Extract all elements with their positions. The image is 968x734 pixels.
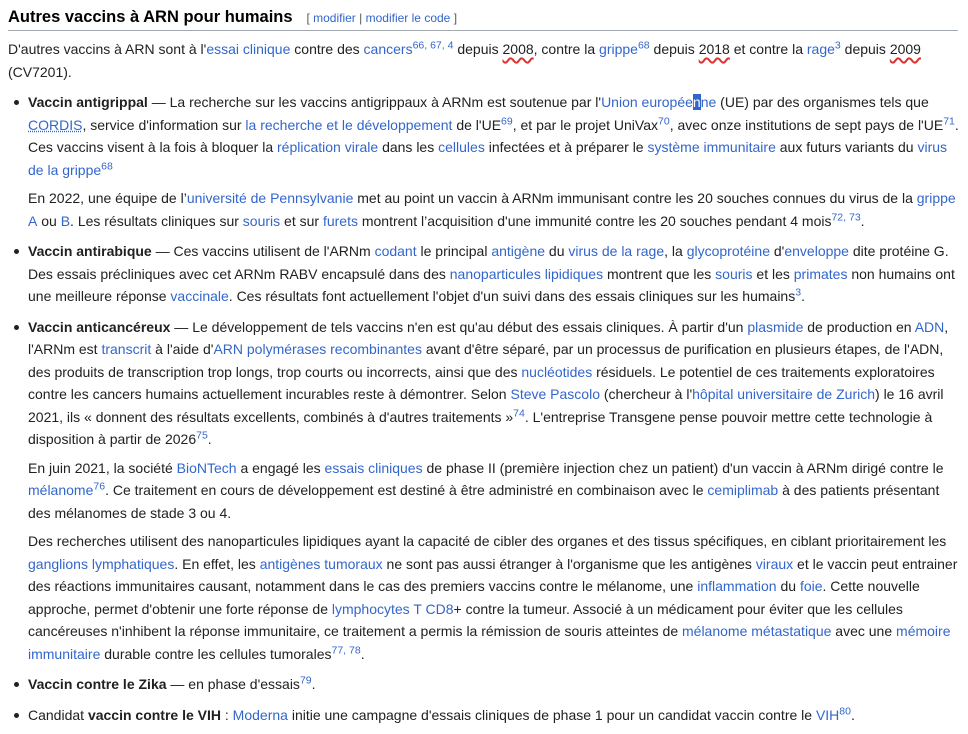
edit-bracket-open: [ [306,11,310,25]
item-title: Vaccin antigrippal [28,94,148,110]
link-rage[interactable]: rage [806,41,835,57]
edit-separator: | [359,11,363,25]
year-2009: 2009 [889,41,921,57]
link-virus-grippe[interactable]: virus de la grippe [28,139,948,178]
anticancer-paragraph-2: En juin 2021, la société BioNTech a engagé les essais cliniques de phase II (première injection chez un patient) d'un vaccin à ARNm dirigé contre le mélanome$^{76}$. Ce traitement en cours de développement est destiné à être administré en combinaison avec le cemiplimab à des patients présentant des mélanomes de stade 3 ou 4. [28,459,944,521]
edit-link[interactable]: modifier [313,11,356,25]
section-heading [8,4,958,31]
link-antigenes-tumoraux[interactable]: antigènes tumoraux [259,555,383,572]
ref-3[interactable]: 3 [795,286,802,299]
ref-71[interactable]: 71 [943,114,955,127]
link-vih[interactable]: VIH [815,706,840,723]
list-item-vih: Candidat vaccin contre le VIH : Moderna initie une campagne d'essais cliniques de phase 1 pour un candidat vaccin contre le VIH$^{80}$. [28,704,960,727]
link-ganglions-lymphatiques[interactable]: ganglions lymphatiques [28,555,175,572]
edit-bracket-close: ] [453,11,458,25]
ref-79[interactable]: 79 [299,674,312,687]
link-viraux[interactable]: viraux [755,555,794,572]
year-2008: 2008 [502,41,534,57]
link-virus-rage[interactable]: virus de la rage [568,243,665,259]
ref-68[interactable]: 68 [101,159,113,172]
link-primates[interactable]: primates [793,265,848,282]
link-steve-pascolo[interactable]: Steve Pascolo [510,386,600,402]
list-item-antigrippal: Vaccin antigrippal — La recherche sur les vaccins antigrippaux à ARNm est soutenue par l'Union européenne (UE) par des organismes tels que CORDIS, service d'information sur la recherche et le développement de l'UE$^{69}$, et par le projet UniVax$^{70}$, avec onze institutions de sept pays de l'UE$^{71}$. Ces vaccins visent à la fois à bloquer la réplication virale dans les cellules infectées et à préparer le système immunitaire aux futurs variants du virus de la grippe$^{68}$ En 2022, une équipe de l’université de Pennsylvanie met au point un vaccin à ARNm immunisant contre les 20 souches connues du virus de la grippe A ou B. Les résultats cliniques sur souris et sur furets montrent l’acquisition d'une immunité contre les 20 souches pendant 4 mois$^{72, 73}$. [28,91,960,232]
link-melanome-metastatique[interactable]: mélanome métastatique [682,623,832,639]
link-essais-cliniques[interactable]: essais cliniques [324,459,423,476]
link-memoire-immunitaire[interactable]: mémoire immunitaire [28,623,951,662]
link-hopital-zurich[interactable]: hôpital universitaire de Zurich [692,386,876,402]
intro-paragraph: D'autres vaccins à ARN sont à l'essai clinique contre des cancers$^{66, 67, 4}$ depuis 2008, contre la grippe$^{68}$ depuis 2018 et contre la rage$^3$ depuis 2009 (CV7201). [8,39,921,80]
ref-77-78[interactable]: 77, 78 [331,643,361,656]
link-arn-polymerases[interactable]: ARN polymérases recombinantes [213,341,422,357]
link-antigene[interactable]: antigène [491,243,546,259]
link-furets[interactable]: furets [322,212,358,229]
link-transcrit[interactable]: transcrit [101,341,152,357]
anticancer-paragraph-3: Des recherches utilisent des nanoparticules lipidiques ayant la capacité de cibler des organes et des tissus spécifiques, en ciblant prioritairement les ganglions lymphatiques. En effet, les antigènes tumoraux ne sont pas aussi étranger à l'organisme que les antigènes viraux et le vaccin peut entrainer des réactions immunitaires causant, notamment dans le cas des premiers vaccins contre le mélanome, une inflammation du foie. Cette nouvelle approche, permet d'obtenir une forte réponse de lymphocytes T CD8+ contre la tumeur. Associé à un médicament pour éviter que les cellules cancéreuses n'inhibent la réponse immunitaire, ce traitement a permis la rémission de souris atteintes de mélanome métastatique avec une mémoire immunitaire durable contre les cellules tumorales$^{77, 78}$. [28,533,958,662]
section-content [8,38,960,734]
ref-74[interactable]: 74 [513,406,525,419]
ref-cancers[interactable]: 66, 67, 4 [412,39,454,52]
link-enveloppe[interactable]: enveloppe [784,243,849,259]
list-item-anticancereux: Vaccin anticancéreux — Le développement de tels vaccins n'en est qu'au début des essais cliniques. À partir d'un plasmide de production en ADN, l'ARNm est transcrit à l'aide d'ARN polymérases recombinantes avant d'être séparé, par un processus de purification en plusieurs étapes, de l'ADN, des produits de transcription trop longs, trop courts ou incorrects, ainsi que des nucléotides résiduels. Le potentiel de ces traitements exploratoires contre les cancers humains actuellement incurables reste à démontrer. Selon Steve Pascolo (chercheur à l'hôpital universitaire de Zurich) le 16 avril 2021, ils « donnent des résultats excellents, combinés à d'autres traitements »$^{74}$. L'entreprise Transgene pense pouvoir mettre cette technologie à disposition à partir de 2026$^{75}$. En juin 2021, la société BioNTech a engagé les essais cliniques de phase II (première injection chez un patient) d'un vaccin à ARNm dirigé contre le mélanome$^{76}$. Ce traitement en cours de développement est destiné à être administré en combinaison avec le cemiplimab à des patients présentant des mélanomes de stade 3 ou 4. Des recherches utilisent des nanoparticules lipidiques ayant la capacité de cibler des organes et des tissus spécifiques, en ciblant prioritairement les ganglions lymphatiques. En effet, les antigènes tumoraux ne sont pas aussi étranger à l'organisme que les antigènes viraux et le vaccin peut entrainer des réactions immunitaires causant, notamment dans le cas des premiers vaccins contre le mélanome, une inflammation du foie. Cette nouvelle approche, permet d'obtenir une forte réponse de lymphocytes T CD8+ contre la tumeur. Associé à un médicament pour éviter que les cellules cancéreuses n'inhibent la réponse immunitaire, ce traitement a permis la rémission de souris atteintes de mélanome métastatique avec une mémoire immunitaire durable contre les cellules tumorales$^{77, 78}$. [28,316,960,666]
section-title: Autres vaccins à ARN pour humains [8,8,293,26]
vaccine-list [8,91,960,726]
link-vaccinale[interactable]: vaccinale [170,288,229,304]
link-nanoparticules-lipidiques[interactable]: nanoparticules lipidiques [449,265,604,282]
link-grippe[interactable]: grippe [599,41,638,57]
link-cemiplimab[interactable]: cemiplimab [707,482,779,498]
link-lymphocytes-t-cd8[interactable]: lymphocytes T CD8 [331,600,454,617]
ref-rage[interactable]: 3 [834,39,841,52]
antigrippal-paragraph-2: En 2022, une équipe de l’université de Pennsylvanie met au point un vaccin à ARNm immunisant contre les 20 souches connues du virus de la grippe A ou B. Les résultats cliniques sur souris et sur furets montrent l’acquisition d'une immunité contre les 20 souches pendant 4 mois$^{72, 73}$. [28,190,956,229]
link-moderna[interactable]: Moderna [232,706,288,723]
link-codant[interactable]: codant [374,243,417,259]
link-grippe-a[interactable]: grippe A [28,190,956,229]
link-inflammation[interactable]: inflammation [697,578,777,594]
ref-76[interactable]: 76 [93,480,106,493]
link-cellules[interactable]: cellules [438,139,485,155]
item-title: Vaccin antirabique [28,243,152,259]
link-adn[interactable]: ADN [914,318,945,335]
link-glycoproteine[interactable]: glycoprotéine [686,243,770,259]
link-plasmide[interactable]: plasmide [747,318,804,335]
ref-grippe[interactable]: 68 [637,39,650,52]
link-replication-virale[interactable]: réplication virale [277,139,379,155]
ref-80[interactable]: 80 [839,704,851,717]
edit-links [306,11,457,25]
link-melanome[interactable]: mélanome [28,482,94,498]
link-souris[interactable]: souris [715,265,753,282]
link-biontech[interactable]: BioNTech [176,459,237,476]
item-title: Vaccin anticancéreux [28,318,171,335]
ref-69[interactable]: 69 [501,114,513,127]
link-souris[interactable]: souris [242,212,281,229]
link-grippe-b[interactable]: B [60,212,71,229]
ref-70[interactable]: 70 [658,114,670,127]
item-title: vaccin contre le VIH [87,706,221,723]
link-universite-pennsylvanie[interactable]: université de Pennsylvanie [186,190,354,206]
ref-75[interactable]: 75 [196,429,208,442]
ref-72-73[interactable]: 72, 73 [831,210,861,223]
link-nucleotides[interactable]: nucléotides [521,363,593,380]
edit-source-link[interactable]: modifier le code [365,11,451,25]
link-union-europeenne[interactable]: Union européenne [601,94,717,110]
item-title: Vaccin contre le Zika [28,676,167,692]
link-systeme-immunitaire[interactable]: système immunitaire [647,139,776,155]
list-item-zika: Vaccin contre le Zika — en phase d'essais$^{79}$. [28,673,960,696]
year-2018: 2018 [698,41,730,57]
list-item-antirabique: Vaccin antirabique — Ces vaccins utilisent de l'ARNm codant le principal antigène du virus de la rage, la glycoprotéine d'enveloppe dite protéine G. Des essais précliniques avec cet ARNm RABV encapsulé dans des nanoparticules lipidiques montrent que les souris et les primates non humains ont une meilleure réponse vaccinale. Ces résultats font actuellement l'objet d'un suivi dans des essais cliniques sur les humains$^3$. [28,240,960,308]
link-essai-clinique[interactable]: essai clinique [206,41,291,57]
link-cancers[interactable]: cancers [363,41,413,57]
link-cordis[interactable]: CORDIS [28,116,83,133]
link-recherche-developpement[interactable]: la recherche et le développement [245,116,453,133]
text-selection: n [692,94,701,110]
link-foie[interactable]: foie [799,578,823,594]
